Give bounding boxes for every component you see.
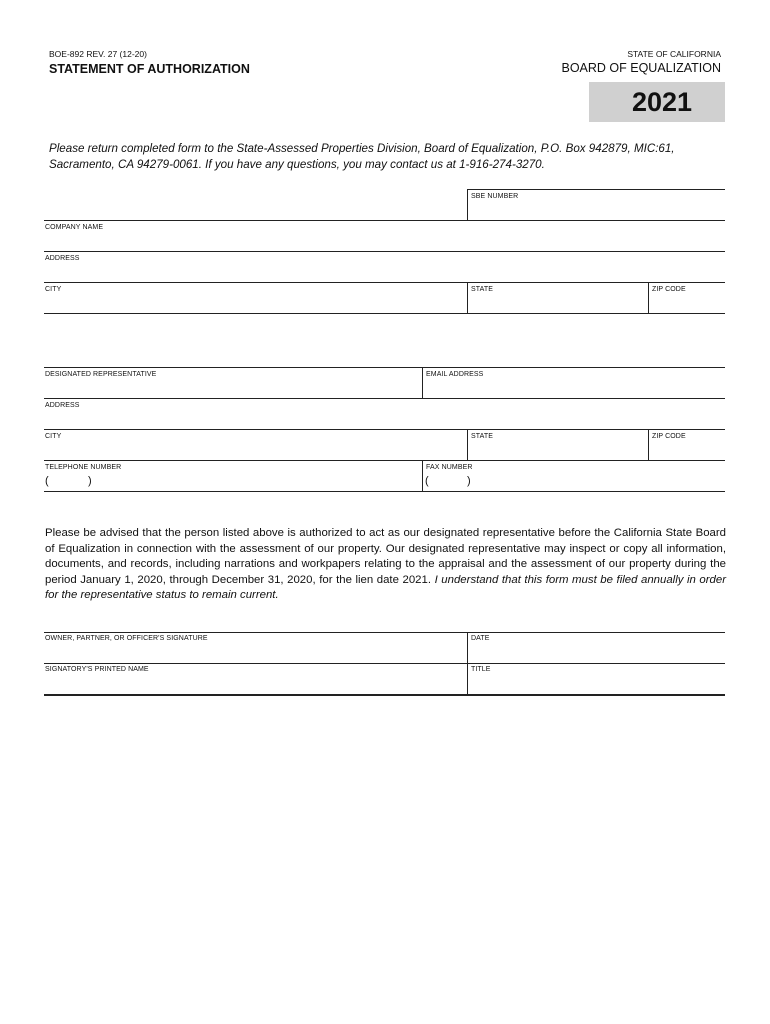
divider (44, 313, 725, 314)
rep-zip-label: ZIP CODE (652, 433, 686, 440)
rep-zip-field[interactable] (649, 441, 725, 460)
state-name: STATE OF CALIFORNIA (627, 49, 721, 59)
divider (44, 251, 725, 252)
printed-name-label: SIGNATORY'S PRINTED NAME (45, 666, 149, 673)
title-field[interactable] (468, 675, 725, 694)
divider (44, 367, 725, 368)
statement-text: Please be advised that the person listed above is authorized to act as our designated representative before the California State Board of Equalization in connection with the assessment of our property. Our designated representative may inspect or copy all information, documents, and records, including narrations and workpapers relating to the appraisal and the assessment of our property during the period January 1, 2020, through December 31, 2020, for the lien date 2021. (45, 527, 726, 586)
sbe-number-field[interactable] (468, 200, 725, 220)
divider (422, 460, 423, 491)
rep-state-field[interactable] (468, 441, 647, 460)
divider (467, 189, 725, 190)
title-label: TITLE (471, 666, 491, 673)
designated-rep-label: DESIGNATED REPRESENTATIVE (45, 371, 157, 378)
company-name-label: COMPANY NAME (45, 224, 104, 231)
sbe-number-label: SBE NUMBER (471, 193, 519, 200)
company-city-field[interactable] (44, 294, 466, 313)
email-label: EMAIL ADDRESS (426, 371, 484, 378)
signature-label: OWNER, PARTNER, OR OFFICER'S SIGNATURE (45, 635, 208, 642)
company-state-field[interactable] (468, 294, 647, 313)
rep-address-label: ADDRESS (45, 402, 80, 409)
divider (44, 282, 725, 283)
printed-name-field[interactable] (44, 675, 466, 694)
divider (44, 632, 725, 633)
year-box (589, 82, 725, 122)
date-label: DATE (471, 635, 490, 642)
telephone-area-open: ( (45, 475, 49, 487)
divider (44, 491, 725, 492)
rep-city-field[interactable] (44, 441, 466, 460)
agency-name: BOARD OF EQUALIZATION (561, 61, 721, 75)
email-field[interactable] (423, 379, 725, 398)
form-title: STATEMENT OF AUTHORIZATION (49, 62, 250, 76)
designated-rep-field[interactable] (44, 379, 421, 398)
fax-area-close: ) (467, 475, 471, 487)
divider (44, 663, 725, 664)
form-year: 2021 (631, 87, 693, 117)
divider (44, 694, 725, 696)
company-state-label: STATE (471, 286, 494, 293)
fax-field[interactable] (433, 472, 725, 491)
telephone-field[interactable] (54, 472, 420, 491)
intro-instructions: Please return completed form to the State-Assessed Properties Division, Board of Equalization, P.O. Box 942879, MIC:61, Sacramento, CA 94279-0061. If you have any questions, you may contact us at 1-916-274-3270. (49, 142, 675, 171)
authorization-statement (45, 526, 726, 604)
rep-state-label: STATE (471, 433, 494, 440)
divider (44, 429, 725, 430)
company-name-field[interactable] (44, 232, 725, 251)
divider (44, 398, 725, 399)
company-zip-field[interactable] (649, 294, 725, 313)
rep-address-field[interactable] (44, 410, 725, 429)
statement-italic-text: I understand that this form must be filed annually in order for the representative status to remain current. (45, 573, 727, 601)
company-address-field[interactable] (44, 263, 725, 282)
date-field[interactable] (468, 644, 725, 663)
form-number: BOE-892 REV. 27 (12-20) (49, 49, 147, 59)
company-zip-label: ZIP CODE (652, 286, 686, 293)
company-city-label: CITY (45, 286, 62, 293)
divider (44, 220, 725, 221)
telephone-label: TELEPHONE NUMBER (45, 464, 122, 471)
divider (44, 460, 725, 461)
rep-city-label: CITY (45, 433, 62, 440)
fax-label: FAX NUMBER (426, 464, 473, 471)
fax-area-open: ( (425, 475, 429, 487)
signature-field[interactable] (44, 644, 466, 663)
company-address-label: ADDRESS (45, 255, 80, 262)
telephone-area-close: ) (88, 475, 92, 487)
